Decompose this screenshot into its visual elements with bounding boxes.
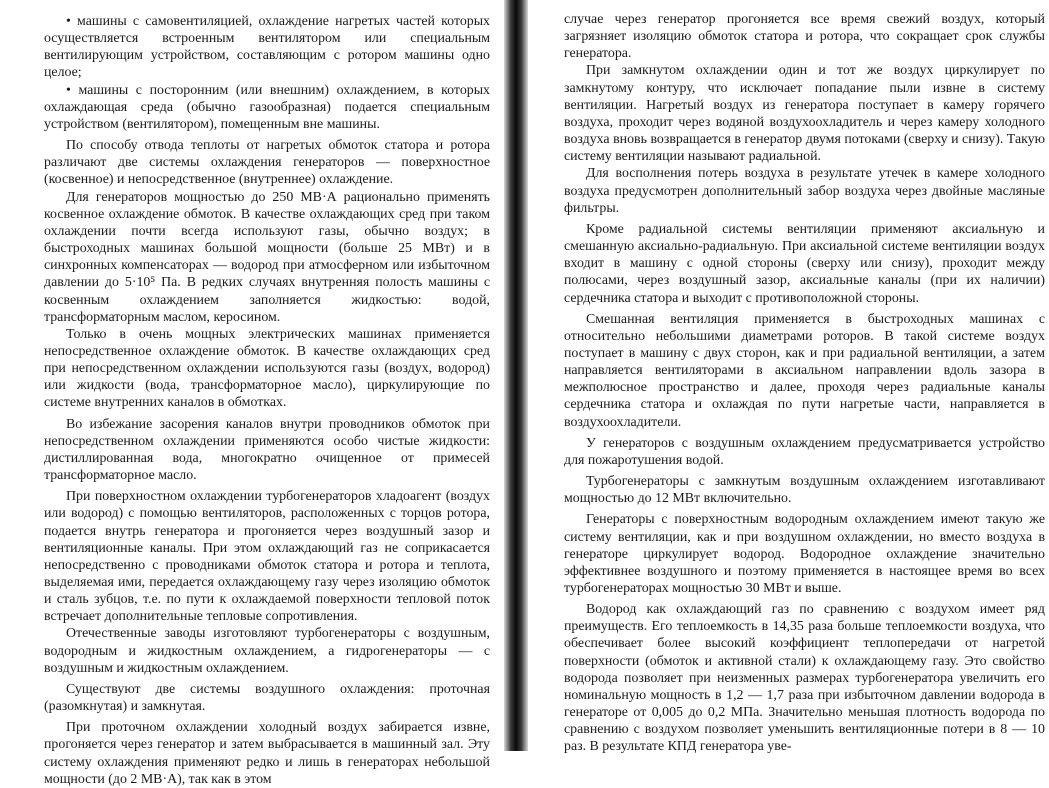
paragraph-heat-removal-methods: По способу отвода теплоты от нагретых обмоток статора и ротора различают две системы охлаждения генераторов — поверхностное (косвенное) и непосредственное (внутреннее) охлаждение. — [44, 138, 490, 188]
paragraph-axial-ventilation: Кроме радиальной системы вентиляции применяют аксиальную и смешанную аксиально-радиальную. При аксиальной системе вентиляции воздух входит в машину с одной стороны (сверху или снизу), проходит между полюсами, через воздушный зазор, аксиальные каналы (при их наличии) сердечника статора и выходит с противоположной стороны. — [564, 221, 1045, 306]
paragraph-surface-cooling: При поверхностном охлаждении турбогенераторов хладоагент (воздух или водород) с помощью вентиляторов, расположенных с торцов ротора, подается внутрь генератора и прогоняется через воздушный зазор и вентиляционные каналы. При этом охлаждающий газ не соприкасается непосредственно с проводниками обмоток статора и ротора и теплота, выделяемая ими, передается охлаждающему газу через изоляцию обмоток и сталь зубцов, т.е. по пути к охлаждаемой поверхности тепловой поток встречает дополнительные тепловые сопротивления. — [44, 489, 490, 625]
paragraph-two-air-systems: Существуют две системы воздушного охлаждения: проточная (разомкнутая) и замкнутая. — [44, 681, 490, 715]
paragraph-closed-air-turbogenerators: Турбогенераторы с замкнутым воздушным охлаждением изготавливают мощностью до 12 МВт включительно. — [564, 474, 1045, 507]
paragraph-flow-cooling: При проточном охлаждении холодный воздух забирается извне, прогоняется через генератор и затем выбрасывается в машинный зал. Эту систему охлаждения применяют редко и лишь в генераторах небольшой мощности (до 2 МВ·А), так как в этом — [44, 720, 490, 787]
paragraph-closed-cooling: При замкнутом охлаждении один и тот же воздух циркулирует по замкнутому контуру, что исключает попадание пыли извне в систему вентиляции. Нагретый воздух из генератора поступает в камеру горячего воздуха, проходит через водяной воздухоохладитель и через камеру холодного воздуха вновь возвращается в генератор двумя потоками (сверху и снизу). Такую систему вентиляции называют радиальной. — [564, 63, 1045, 165]
right-page-text — [564, 0, 1045, 756]
left-page-text — [44, 0, 490, 788]
paragraph-indirect-cooling: Для генераторов мощностью до 250 МВ·А рационально применять косвенное охлаждение обмоток. В качестве охлаждающих сред при таком охлаждении почти всегда используют газы, обычно воздух; в быстроходных машинах большой мощности (больше 25 МВт) и в синхронных компенсаторах — водород при атмосферном или избыточном давлении до 5·10⁵ Па. В редких случаях внутренняя полость машины с косвенным охлаждением заполняется жидкостью: водой, трансформаторным маслом, керосином. — [44, 189, 490, 325]
paragraph-hydrogen-advantages: Водород как охлаждающий газ по сравнению с воздухом имеет ряд преимуществ. Его теплоемкость в 14,35 раза больше теплоемкости воздуха, что обеспечивает более высокий коэффициент теплопередачи от нагретой поверхности (обмоток и активной стали) к охлаждающему газу. Это свойство водорода позволяет при неизменных размерах турбогенератора увеличить его номинальную мощность в 1,2 — 1,7 раза при избыточном давлении водорода в генераторе от 0,005 до 0,2 МПа. Значительно меньшая плотность водорода по сравнению с воздухом позволяет уменьшить вентиляционные потери в 8 — 10 раз. В результате КПД генератора уве- — [564, 602, 1045, 755]
book-spine — [504, 0, 528, 751]
paragraph-bullet-external-cooling: • машины с посторонним (или внешним) охлаждением, в которых охлаждающая среда (обычно газообразная) подается специальным устройством (вентилятором), помещенным вне машины. — [44, 82, 490, 132]
paragraph-air-loss-makeup: Для восполнения потерь воздуха в результате утечек в камере холодного воздуха предусмотрен дополнительный забор воздуха через двойные масляные фильтры. — [564, 166, 1045, 216]
paragraph-fresh-air-continuation: случае через генератор прогоняется все время свежий воздух, который загрязняет изоляцию обмоток статора и ротора, что сокращает срок службы генератора. — [564, 12, 1045, 62]
right-page — [528, 0, 1049, 755]
paragraph-bullet-self-ventilation: • машины с самовентиляцией, охлаждение нагретых частей которых осуществляется встроенным вентилятором или специальным вентилирующим устройством, составляющим с ротором машины одно целое; — [44, 14, 490, 81]
paragraph-mixed-ventilation: Смешанная вентиляция применяется в быстроходных машинах с относительно небольшими диаметрами роторов. В такой системе воздух поступает в машину с двух сторон, как и при радиальной вентиляции, а затем направляется вентиляторами в аксиальном направлении вдоль зазора в межполюсное пространство и далее, проходя через радиальные каналы сердечника статора и охлаждая по пути нагретые части, направляется в воздухоохладители. — [564, 311, 1045, 430]
left-page — [0, 0, 504, 787]
paragraph-direct-cooling: Только в очень мощных электрических машинах применяется непосредственное охлаждение обмоток. В качестве охлаждающих сред при непосредственном охлаждении используются газы (воздух, водород) или жидкости (вода, трансформаторное масло), циркулирующие по системе внутренних каналов в обмотках. — [44, 326, 490, 411]
paragraph-fire-extinguishing: У генераторов с воздушным охлаждением предусматривается устройство для пожаротушения водой. — [564, 435, 1045, 468]
paragraph-hydrogen-cooling: Генераторы с поверхностным водородным охлаждением имеют такую же систему вентиляции, как и при воздушном охлаждении, но вместо воздуха в генераторе циркулирует водород. Водородное охлаждение значительно эффективнее воздушного и поэтому применяется в настоящее время во всех турбогенераторах мощностью 30 МВт и выше. — [564, 512, 1045, 596]
paragraph-domestic-plants: Отечественные заводы изготовляют турбогенераторы с воздушным, водородным и жидкостным охлаждением, а гидрогенераторы — с воздушным и жидкостным охлаждением. — [44, 626, 490, 676]
paragraph-pure-liquids: Во избежание засорения каналов внутри проводников обмоток при непосредственном охлаждении применяются особо чистые жидкости: дистиллированная вода, многократно очищенное от примесей трансформаторное масло. — [44, 416, 490, 484]
